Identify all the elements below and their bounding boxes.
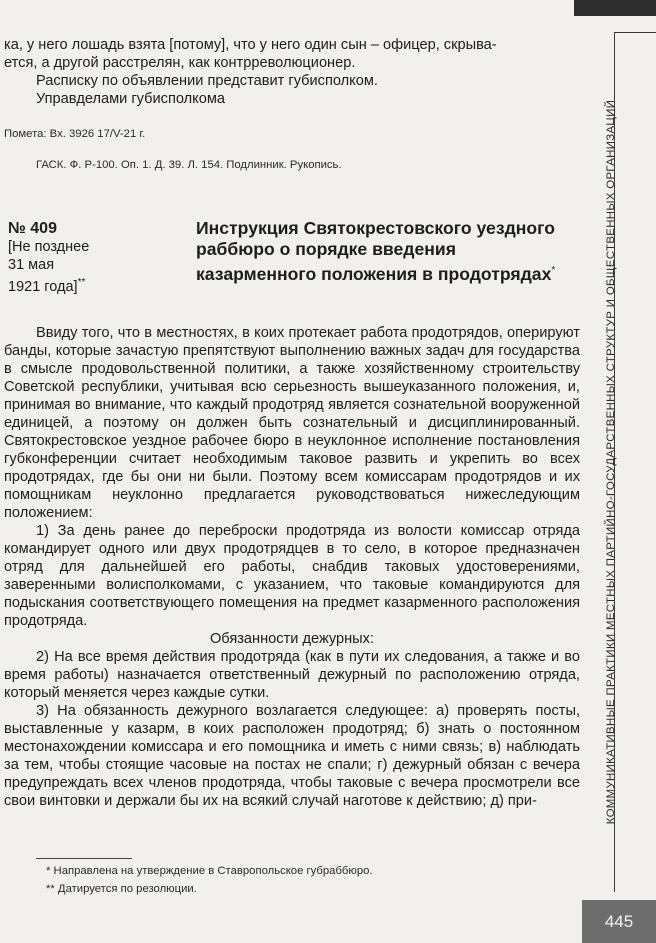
- date-footnote-mark: **: [77, 277, 86, 288]
- paragraph-item-3: 3) На обязанность дежурного возлагается следующее: а) проверять посты, выставленные у казарм, в коих расположен продотряд; б) знать о постоянном местонахождении комиссара и его помощника и иметь с ними связь; в) наблюдать за тем, чтобы стоящие часовые на постах не спали; г) дежурный обязан с вечера предупреждать всех членов продотряда, чтобы таковые с вечера просмотрели все свои винтовки и держали бы их на всякий случай наготове к действию; д) при-: [4, 703, 580, 809]
- archive-reference: ГАСК. Ф. Р-100. Оп. 1. Д. 39. Л. 154. Подлинник. Рукопись.: [36, 159, 342, 171]
- section-subheading: Обязанности дежурных:: [209, 631, 375, 647]
- paragraph-item-1: 1) За день ранее до переброски продотряда из волости комиссар отряда командирует одного или двух продотрядцев в то село, в которое предназначен отряд для дальнейшей его работы, снабдив таковых удостоверениями, заверенными волисполкомами, с указанием, что таковые командируются для подыскания соответствующего помещения на предмет казарменного расположения продотряда.: [4, 523, 580, 629]
- document-date-text: [Не позднее 31 мая 1921 года]: [8, 239, 90, 295]
- document-date: [8, 238, 89, 296]
- document-body: [4, 324, 580, 810]
- footnote-2: ** Датируется по резолюции.: [46, 883, 197, 895]
- document-number: № 409: [8, 220, 57, 237]
- title-footnote-mark: *: [551, 265, 556, 276]
- side-frame: [614, 32, 656, 892]
- running-title-text: КОММУНИКАТИВНЫЕ ПРАКТИКИ МЕСТНЫХ ПАРТИЙНО-ГОСУДАРСТВЕННЫХ СТРУКТУР И ОБЩЕСТВЕННЫХ ОРГАНИЗАЦИЙ: [605, 99, 617, 825]
- document-title-text: Инструкция Святокрестовского уездного раббюро о порядке введения казарменного положения в продотрядах: [196, 218, 555, 284]
- signature-line: Управделами губисполкома: [36, 91, 225, 107]
- registration-note: Помета: Вх. 3926 17/V-21 г.: [4, 128, 146, 140]
- paragraph-intro: Ввиду того, что в местностях, в коих протекает работа продотрядов, оперируют банды, которые зачастую препятствуют выполнению важных задач для государства в смысле продовольственной политики, а также хозяйственному строительству Советской республики, учитывая всю серьезность вышеуказанного положения, и, принимая во внимание, что каждый продотряд является сознательной вооруженной единицей, а поэтому он должен быть сознательный и дисциплинированный. Святокрестовское уездное рабочее бюро в неуклонное исполнение постановления губконференции считает необходимым таковое развить и укрепить во всех продотрядах, где бы они ни были. Поэтому всем комиссарам продотрядов и их помощникам неуклонно предлагается руководствоваться нижеследующим положением:: [4, 325, 580, 521]
- paragraph-item-2: 2) На все время действия продотряда (как в пути их следования, а также и во время работы) назначается ответственный дежурный по расположению отряда, который меняется через каждые сутки.: [4, 649, 580, 701]
- prev-line-2: ется, а другой расстрелян, как контрреволюционер.: [4, 55, 356, 71]
- header-bar: [574, 0, 656, 16]
- previous-document-end: [4, 36, 580, 108]
- prev-line-1: ка, у него лошадь взята [потому], что у него один сын – офицер, скрыва-: [4, 37, 497, 53]
- footnote-divider: [36, 858, 132, 859]
- prev-line-3: Расписку по объявлении представит губисполком.: [36, 73, 378, 89]
- page-number: 445: [582, 900, 656, 943]
- document-title: [196, 218, 576, 285]
- footnote-1: * Направлена на утверждение в Ставропольское губраббюро.: [46, 865, 373, 877]
